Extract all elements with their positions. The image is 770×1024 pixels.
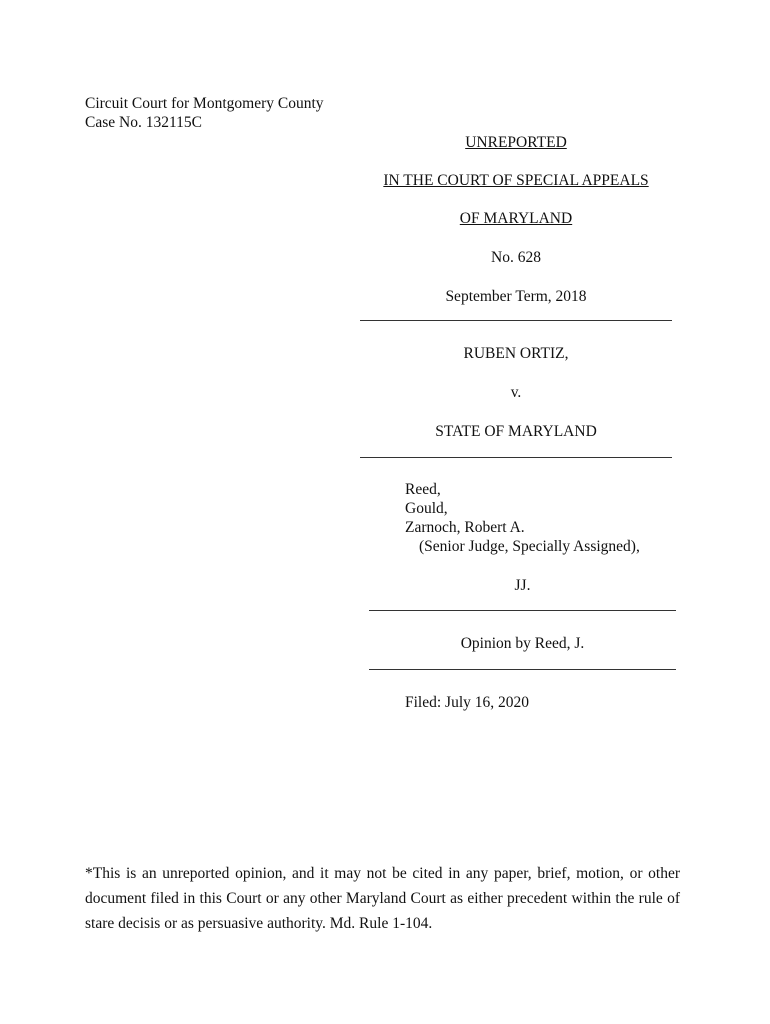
court-name-line1: IN THE COURT OF SPECIAL APPEALS [383,172,649,189]
divider [369,610,676,611]
appellant: RUBEN ORTIZ, [463,345,569,362]
divider [360,320,672,321]
appeal-number: No. 628 [491,249,541,266]
judges-suffix: JJ. [514,577,531,594]
versus: v. [510,384,522,401]
opinion-author: Opinion by Reed, J. [460,635,585,652]
filed-date: Filed: July 16, 2020 [405,694,530,711]
judge-name: Reed, [405,481,441,498]
appellee: STATE OF MARYLAND [435,423,597,440]
judge-note: (Senior Judge, Specially Assigned), [419,538,640,555]
footnote: *This is an unreported opinion, and it may not be cited in any paper, brief, motion, or other document filed in this Court or any other Maryland Court as either precedent within the rule of stare decisis or as persuasive authority. Md. Rule 1-104. [85,865,680,932]
court-name-line2: OF MARYLAND [459,210,573,227]
court-origin: Circuit Court for Montgomery County [85,95,324,112]
unreported-heading: UNREPORTED [465,134,567,151]
divider [369,669,676,670]
divider [360,457,672,458]
case-number: Case No. 132115C [85,114,202,131]
judge-name: Zarnoch, Robert A. [405,519,525,536]
term: September Term, 2018 [445,288,587,305]
judge-name: Gould, [405,500,448,517]
